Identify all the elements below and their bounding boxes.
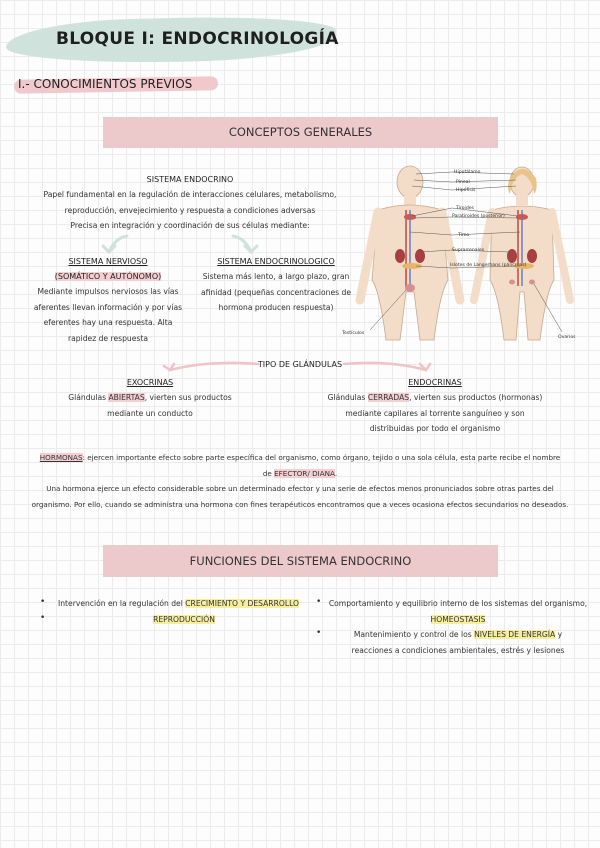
funcion-text: reacciones a condiciones ambientales, estrés y lesiones bbox=[351, 645, 565, 655]
exocrinas-text: Glándulas bbox=[68, 393, 109, 402]
sistema-endocrino-line: Papel fundamental en la regulación de interacciones celulares, metabolismo, bbox=[43, 190, 337, 199]
funciones-left bbox=[40, 596, 310, 627]
label-paratiroides: Paratiroides (posterior) bbox=[452, 214, 505, 219]
exocrinas-line2: mediante un conducto bbox=[107, 408, 193, 418]
section-heading-funciones: FUNCIONES DEL SISTEMA ENDOCRINO bbox=[103, 545, 498, 577]
endocrinas-highlight: CERRADAS bbox=[367, 393, 410, 402]
title-banner bbox=[6, 14, 339, 66]
endocrinas-line2: mediante capilares al torrente sanguíneo y son bbox=[345, 408, 525, 418]
sistema-endocrinologico-title: SISTEMA ENDOCRINOLOGICO bbox=[217, 257, 335, 266]
branch-arrows bbox=[95, 232, 275, 256]
label-tiroides: Tiroides bbox=[456, 206, 474, 211]
sistema-nervioso-subtitle: (SOMÁTICO Y AUTÓNOMO) bbox=[54, 272, 162, 281]
nervioso-line: eferentes hay una respuesta. Alta bbox=[43, 318, 173, 327]
label-ovarios: Ovarios bbox=[558, 335, 576, 340]
label-testiculos: Testículos bbox=[342, 331, 365, 336]
hormonas-text2: de bbox=[262, 468, 275, 478]
label-suprarrenales: Suprarrenales bbox=[452, 248, 485, 253]
sistema-nervioso-block bbox=[28, 255, 188, 346]
endocrinologico-line: afinidad (pequeñas concentraciones de bbox=[201, 287, 351, 297]
nervioso-line: rapidez de respuesta bbox=[68, 333, 148, 343]
label-hipofisis: Hipófisis bbox=[456, 188, 476, 193]
funcion-text: Intervención en la regulación del bbox=[58, 599, 186, 608]
page-title: BLOQUE I: ENDOCRINOLOGÍA bbox=[56, 29, 339, 49]
funcion-item bbox=[40, 612, 310, 628]
sistema-endocrinologico-block bbox=[196, 255, 356, 316]
funcion-text: Comportamiento y equilibrio interno de los sistemas del organismo, bbox=[328, 599, 588, 608]
efector-diana-highlight: EFECTOR/ DIANA bbox=[274, 468, 335, 478]
endocrinas-title: ENDOCRINAS bbox=[408, 378, 462, 387]
sistema-nervioso-title: SISTEMA NERVIOSO bbox=[68, 257, 148, 266]
sistema-endocrino-line: reproducción, envejecimiento y respuesta a condiciones adversas bbox=[64, 205, 316, 215]
male-body-illustration bbox=[360, 166, 460, 340]
funcion-item bbox=[316, 596, 588, 627]
label-islotes: Islotes de Langerhans (páncreas) bbox=[450, 263, 527, 268]
endocrinologico-line: hormona producen respuesta) bbox=[218, 303, 334, 312]
sistema-endocrino-line: Precisa en integración y coordinación de sus células mediante: bbox=[70, 221, 310, 230]
bullet: • bbox=[316, 628, 322, 638]
hormonas-paragraph-line: organismo. Por ello, cuando se administra una hormona con fines terapéuticos encontramos que a veces ocasiona efectos secundarios no deseados. bbox=[31, 499, 569, 509]
bullet: • bbox=[40, 597, 46, 607]
crecimiento-highlight: CRECIMIENTO Y DESARROLLO bbox=[185, 599, 300, 608]
section-subtitle: I.- CONOCIMIENTOS PREVIOS bbox=[18, 77, 193, 91]
funciones-right bbox=[316, 596, 588, 658]
sistema-endocrino-title: SISTEMA ENDOCRINO bbox=[146, 175, 234, 184]
female-body-illustration bbox=[474, 167, 570, 340]
endocrinologico-line: Sistema más lento, a largo plazo, gran bbox=[202, 272, 350, 281]
label-hipotalamo: Hipotálamo bbox=[454, 170, 481, 175]
hormonas-text2: . bbox=[334, 468, 338, 478]
funcion-item bbox=[40, 596, 310, 612]
exocrinas-text: , vierten sus productos bbox=[144, 393, 232, 402]
endocrinas-block bbox=[315, 376, 555, 437]
hormonas-block bbox=[10, 450, 590, 512]
hormonas-label: HORMONAS bbox=[39, 453, 83, 462]
hormonas-paragraph-line: Una hormona ejerce un efecto considerable sobre un determinado efector y una serie de efectos menos pronunciados sobre otras partes del bbox=[46, 484, 554, 493]
energia-highlight: NIVELES DE ENERGÍA bbox=[474, 630, 556, 639]
reproduccion-highlight: REPRODUCCIÓN bbox=[153, 614, 215, 624]
endocrinas-line3: distribuidas por todo el organismo bbox=[369, 424, 501, 433]
hormonas-text: : ejercen importante efecto sobre parte específica del organismo, como órgano, tejido o una sola célula, esta parte recibe el nombre bbox=[82, 453, 561, 462]
label-pineal: Pineal bbox=[456, 180, 470, 185]
endocrine-glands-figure bbox=[340, 160, 590, 345]
exocrinas-title: EXOCRINAS bbox=[126, 378, 174, 387]
homeostasis-highlight: HOMEOSTASIS bbox=[430, 614, 486, 624]
sistema-endocrino-block bbox=[30, 172, 350, 234]
section-heading-conceptos: CONCEPTOS GENERALES bbox=[103, 117, 498, 148]
label-timo: Timo bbox=[458, 233, 470, 238]
funcion-item bbox=[316, 627, 588, 658]
nervioso-line: Mediante impulsos nerviosos las vías bbox=[37, 287, 179, 296]
funcion-text: Mantenimiento y control de los bbox=[353, 630, 475, 639]
bullet: • bbox=[40, 612, 46, 623]
funcion-text: y bbox=[555, 630, 563, 639]
tipo-glandulas-heading: TIPO DE GLÁNDULAS bbox=[257, 360, 343, 369]
endocrinas-text: Glándulas bbox=[327, 393, 368, 402]
nervioso-line: aferentes llevan información y por vías bbox=[33, 302, 183, 312]
exocrinas-highlight: ABIERTAS bbox=[108, 393, 145, 402]
exocrinas-block bbox=[40, 376, 260, 421]
bullet: • bbox=[316, 597, 322, 607]
endocrinas-text: , vierten sus productos (hormonas) bbox=[409, 393, 543, 402]
